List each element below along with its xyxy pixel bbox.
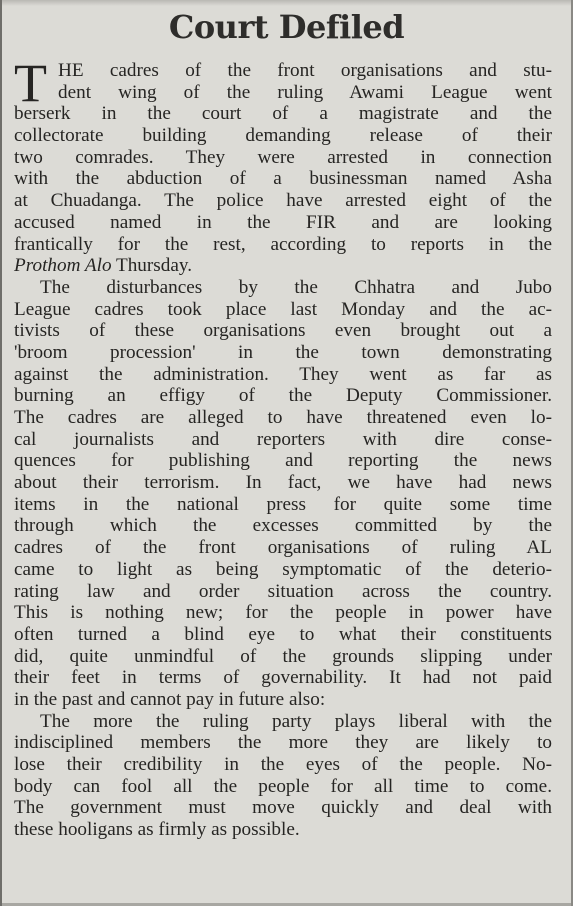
article-line: about their terrorism. In fact, we have had news — [14, 472, 552, 494]
article-line: frantically for the rest, according to reports in the — [14, 233, 552, 255]
article-line: burning an effigy of the Deputy Commissioner. — [14, 385, 552, 407]
article-line: The cadres are alleged to have threatened even lo- — [14, 407, 552, 428]
article-line: against the administration. They went as far as — [14, 363, 552, 385]
article-line: cadres of the front organisations of ruling AL — [14, 537, 552, 559]
newspaper-name: Prothom Alo — [14, 255, 112, 277]
article-line: rating law and order situation across the country. — [14, 580, 552, 602]
article-line: cal journalists and reporters with dire conse- — [14, 428, 552, 450]
article-body — [14, 53, 552, 841]
article-line: these hooligans as firmly as possible. — [14, 819, 300, 841]
article-line: The more the ruling party plays liberal with the — [40, 710, 552, 732]
headline: Court Defiled — [168, 8, 405, 46]
article-line: their feet in terms of governability. It had not paid — [14, 667, 552, 689]
article-line: This is nothing new; for the people in power have — [14, 602, 552, 624]
drop-cap: T — [14, 53, 47, 113]
article-line: did, quite unmindful of the grounds slipping under — [14, 645, 552, 667]
clipping-top-edge — [2, 0, 571, 6]
article-line: 'broom procession' in the town demonstrating — [14, 341, 552, 363]
article-line-rest: Thursday. — [111, 255, 193, 277]
article-line: tivists of these organisations even brought out a — [14, 320, 552, 342]
article-line: body can fool all the people for all time to come. — [14, 775, 552, 797]
article-line: berserk in the court of a magistrate and the — [14, 103, 552, 125]
article-line: The disturbances by the Chhatra and Jubo — [40, 276, 552, 298]
article-line: in the past and cannot pay in future also: — [14, 688, 326, 710]
article-line: collectorate building demanding release of their — [14, 125, 552, 147]
article-line: indisciplined members the more they are likely to — [14, 732, 552, 754]
article-line: League cadres took place last Monday and the ac- — [14, 298, 552, 320]
article-line: HE cadres of the front organisations and stu- — [58, 60, 552, 81]
article-line: through which the excesses committed by the — [14, 515, 552, 537]
article-line — [14, 255, 552, 277]
article-line: at Chuadanga. The police have arrested eight of the — [14, 190, 552, 212]
article-line: The government must move quickly and deal with — [14, 797, 552, 819]
article-line: two comrades. They were arrested in connection — [14, 146, 552, 168]
article-line: came to light as being symptomatic of the deterio- — [14, 558, 552, 580]
article-line: with the abduction of a businessman named Asha — [14, 168, 552, 190]
article-line: often turned a blind eye to what their constituents — [14, 623, 552, 645]
article-line: items in the national press for quite some time — [14, 493, 552, 515]
article-line: quences for publishing and reporting the news — [14, 450, 552, 472]
article-line: accused named in the FIR and are looking — [14, 211, 552, 233]
article-line: dent wing of the ruling Awami League went — [58, 81, 552, 103]
article-line: lose their credibility in the eyes of the people. No- — [14, 754, 552, 775]
